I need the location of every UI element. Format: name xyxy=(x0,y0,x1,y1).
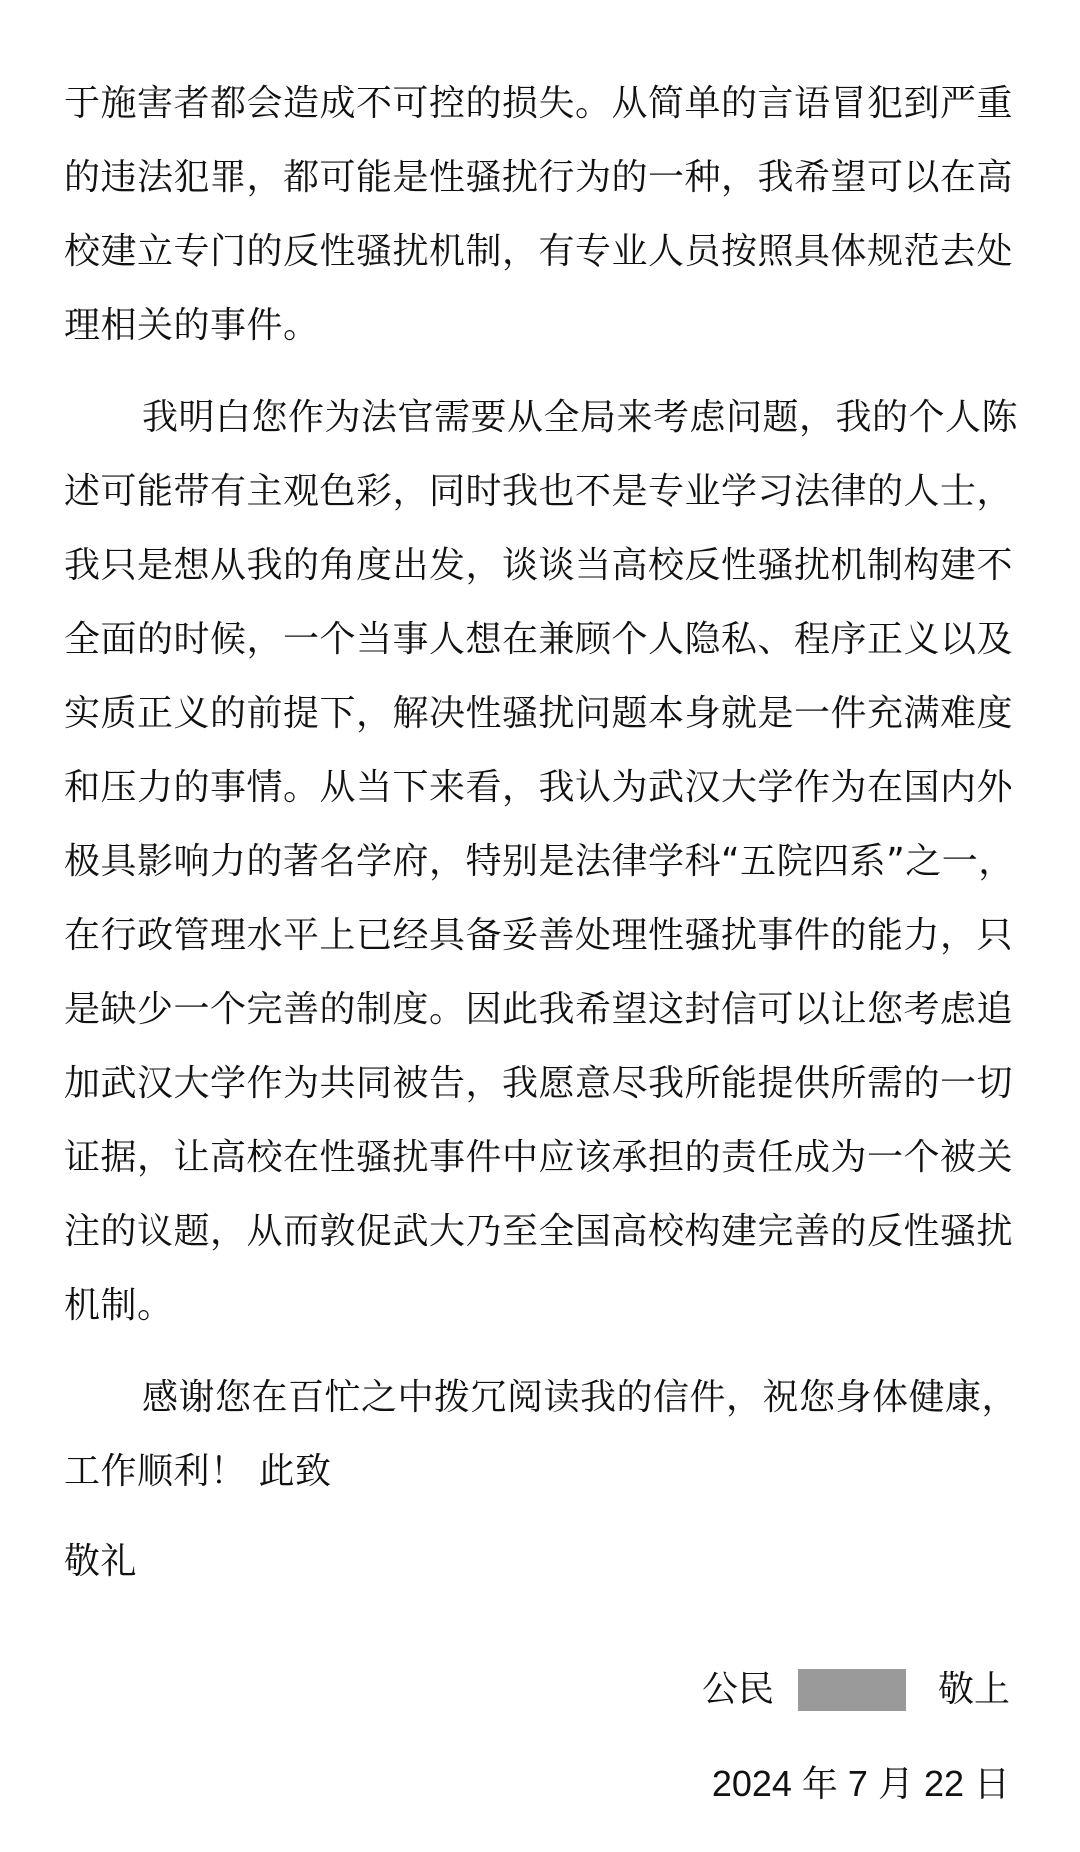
paragraph-2-line-6: 和压力的事情。从当下来看，我认为武汉大学作为在国内外 xyxy=(64,767,1014,808)
signature-prefix: 公民 xyxy=(701,1669,774,1710)
paragraph-2-line-3: 我只是想从我的角度出发，谈谈当高校反性骚扰机制构建不 xyxy=(64,545,1014,586)
paragraph-2-line-7: 极具影响力的著名学府，特别是法律学科“五院四系”之一， xyxy=(64,841,1015,882)
paragraph-3-line-2: 工作顺利！ 此致 xyxy=(64,1451,332,1492)
paragraph-2-line-1: 我明白您作为法官需要从全局来考虑问题，我的个人陈 xyxy=(142,397,1019,438)
paragraph-1-line-1: 于施害者都会造成不可控的损失。从简单的言语冒犯到严重 xyxy=(64,83,1014,124)
redacted-name-block xyxy=(798,1669,906,1711)
paragraph-1-line-2: 的违法犯罪，都可能是性骚扰行为的一种，我希望可以在高 xyxy=(64,157,1014,198)
paragraph-2-line-11: 证据，让高校在性骚扰事件中应该承担的责任成为一个被关 xyxy=(64,1137,1014,1178)
paragraph-2-line-9: 是缺少一个完善的制度。因此我希望这封信可以让您考虑追 xyxy=(64,989,1014,1030)
paragraph-1-line-3: 校建立专门的反性骚扰机制，有专业人员按照具体规范去处 xyxy=(64,231,1014,272)
paragraph-2-line-13: 机制。 xyxy=(64,1285,174,1326)
paragraph-3-line-1: 感谢您在百忙之中拨冗阅读我的信件，祝您身体健康， xyxy=(142,1377,1019,1418)
closing-salutation: 敬礼 xyxy=(64,1541,138,1582)
paragraph-2-line-2: 述可能带有主观色彩，同时我也不是专业学习法律的人士， xyxy=(64,471,1014,512)
signature-line xyxy=(702,1658,1010,1722)
paragraph-2-line-12: 注的议题，从而敦促武大乃至全国高校构建完善的反性骚扰 xyxy=(64,1211,1014,1252)
paragraph-2-line-10: 加武汉大学作为共同被告，我愿意尽我所能提供所需的一切 xyxy=(64,1063,1014,1104)
paragraph-2-line-8: 在行政管理水平上已经具备妥善处理性骚扰事件的能力，只 xyxy=(64,915,1014,956)
signature-suffix: 敬上 xyxy=(937,1669,1010,1710)
paragraph-2-line-4: 全面的时候，一个当事人想在兼顾个人隐私、程序正义以及 xyxy=(64,619,1014,660)
letter-date: 2024 年 7 月 22 日 xyxy=(711,1763,1010,1804)
paragraph-1-line-4: 理相关的事件。 xyxy=(64,305,320,346)
paragraph-2-line-5: 实质正义的前提下，解决性骚扰问题本身就是一件充满难度 xyxy=(64,693,1014,734)
